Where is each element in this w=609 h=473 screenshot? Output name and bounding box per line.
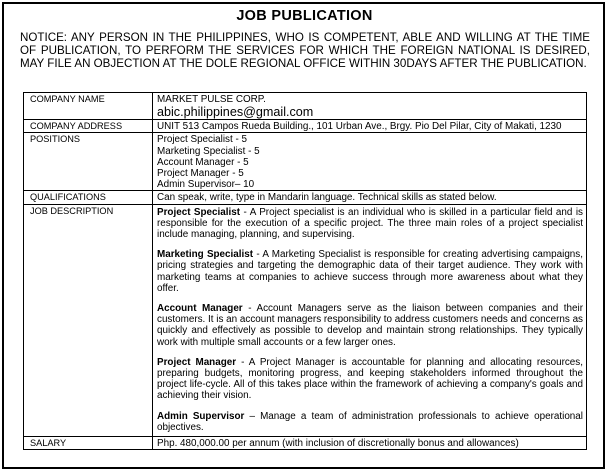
row-qualifications	[24, 191, 587, 204]
company-email: abic.philippines@gmail.com	[157, 105, 314, 120]
company-name-label: COMPANY NAME	[24, 93, 153, 120]
job-entry	[157, 249, 583, 294]
row-company-name	[24, 93, 587, 120]
job-entry	[157, 357, 583, 402]
position-item: Project Specialist - 5	[157, 134, 248, 146]
company-name-cell	[153, 93, 587, 120]
row-job-description	[24, 204, 587, 436]
job-entry-title: Admin Supervisor	[157, 410, 245, 422]
job-entry-title: Account Manager	[157, 303, 243, 315]
job-entry	[157, 207, 583, 241]
job-description-label: JOB DESCRIPTION	[24, 204, 153, 436]
job-entry-title: Marketing Specialist	[157, 249, 254, 261]
position-item: Admin Supervisor– 10	[157, 179, 255, 191]
job-entry-text: - A Project specialist is an individual who is skilled in a particular field and is responsible for the execution of a specific project. The three main roles of a project specialist include managing, planning, and supervising.	[157, 206, 583, 241]
job-details-table	[23, 92, 587, 450]
notice-text: NOTICE: ANY PERSON IN THE PHILIPPINES, WHO IS COMPETENT, ABLE AND WILLING AT THE TIME OF PUBLICATION, TO PERFORM THE SERVICES FOR WHICH THE FOREIGN NATIONAL IS DESIRED, MAY FILE AN OBJECTION AT THE DOLE REGIONAL OFFICE WITHIN 30DAYS AFTER THE PUBLICATION.	[20, 31, 590, 70]
position-item: Project Manager - 5	[157, 168, 244, 180]
job-entry-text: – Manage a team of administration professionals to achieve operational objectives.	[157, 410, 583, 433]
row-company-address	[24, 120, 587, 133]
job-entry-text: - A Marketing Specialist is responsible for creating advertising campaigns, pricing strategies and targeting the demographic data of their target audience. They work with marketing teams at companies to achieve success through more awareness about what they offer.	[157, 249, 583, 294]
row-salary	[24, 437, 587, 450]
job-entry	[157, 303, 583, 348]
company-address-label: COMPANY ADDRESS	[24, 120, 153, 133]
job-entry	[157, 411, 583, 433]
salary-label: SALARY	[24, 437, 153, 450]
company-address: UNIT 513 Campos Rueda Building., 101 Urban Ave., Brgy. Pio Del Pilar, City of Makati, 1230	[153, 120, 587, 133]
job-entry-title: Project Specialist	[157, 206, 241, 218]
qualifications-label: QUALIFICATIONS	[24, 191, 153, 204]
company-name: MARKET PULSE CORP.	[157, 94, 266, 105]
job-entry-text: - Account Managers serve as the liaison between companies and their customers. It is an account managers responsibility to address customers needs and concerns as quickly and effectively as possible to develop and maintain strong relationships. They typically work with multiple small accounts or a few larger ones.	[157, 303, 583, 348]
salary: Php. 480,000.00 per annum (with inclusion of discretionally bonus and allowances)	[153, 437, 587, 450]
job-entry-title: Project Manager	[157, 356, 237, 368]
position-item: Marketing Specialist - 5	[157, 145, 260, 157]
positions-label: POSITIONS	[24, 133, 153, 191]
job-description	[153, 204, 587, 436]
job-entry-text: - A Project Manager is accountable for planning and allocating resources, preparing budgets, monitoring progress, and keeping stakeholders informed throughout the project life-cycle. All of this takes place within the framework of achieving a company's goals and achieving their vision.	[157, 356, 583, 402]
page-title: JOB PUBLICATION	[236, 8, 373, 24]
row-positions	[24, 133, 587, 191]
positions-list	[153, 133, 587, 191]
position-item: Account Manager - 5	[157, 156, 249, 168]
qualifications: Can speak, write, type in Mandarin language. Technical skills as stated below.	[153, 191, 587, 204]
